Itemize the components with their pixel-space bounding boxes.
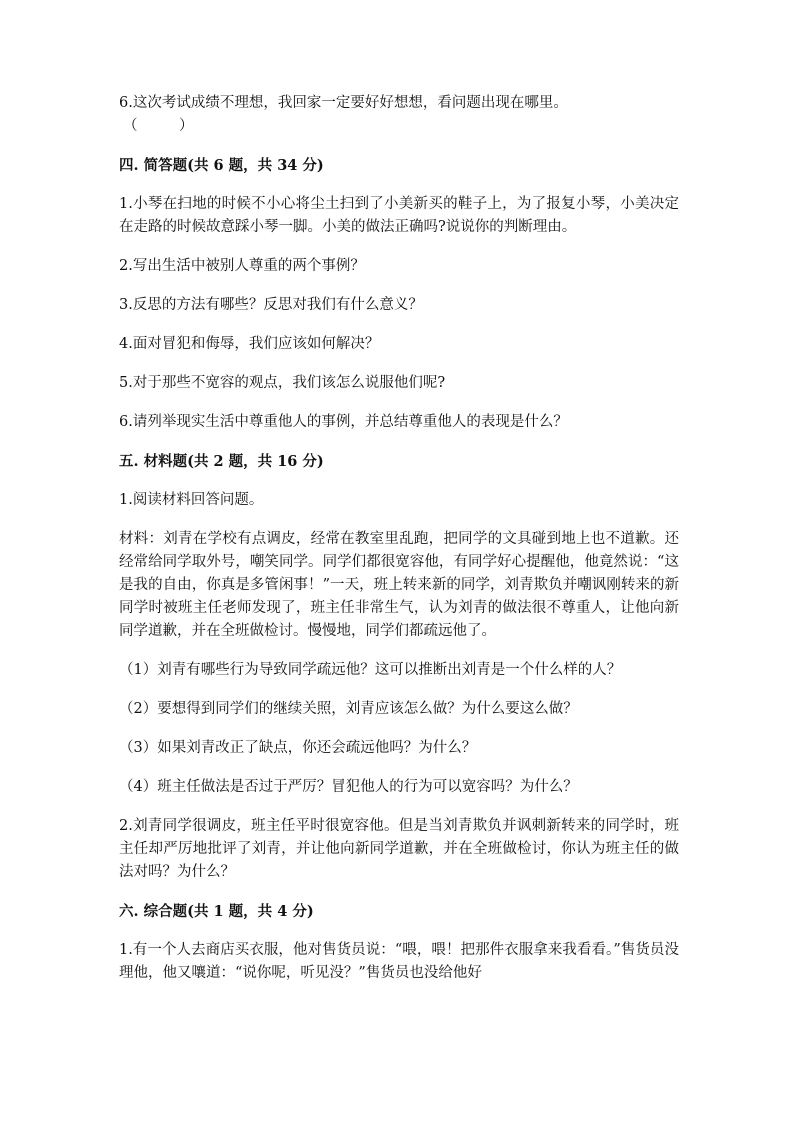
- section-4-question-6: 6.请列举现实生活中尊重他人的事例，并总结尊重他人的表现是什么？: [119, 414, 568, 430]
- section-5-material: 材料：刘青在学校有点调皮，经常在教室里乱跑，把同学的文具碰到地上也不道歉。还经常给同学取外号，嘲笑同学。同学们都很宽容他，有同学好心提醒他，他竟然说：“这是我的自由，你真是多管闲事！”一天，班上转来新的同学，刘青欺负并嘲讽刚转来的新同学时被班主任老师发现了，班主任非常生气，认为刘青的做法很不尊重人，让他向新同学道歉，并在全班做检讨。慢慢地，同学们都疏远他了。: [119, 531, 679, 639]
- section-5-heading: 五. 材料题(共 2 题，共 16 分): [119, 453, 324, 470]
- section-4-heading: 四. 简答题(共 6 题，共 34 分): [119, 157, 324, 174]
- section-6-heading: 六. 综合题(共 1 题，共 4 分): [119, 903, 314, 920]
- section-5-question-1-title: 1.阅读材料回答问题。: [119, 492, 264, 508]
- section-6-question-1: 1.有一个人去商店买衣服，他对售货员说：“喂，喂！把那件衣服拿来我看看。”售货员没理他，他又嚷道：“说你呢，听见没？”售货员也没给他好: [119, 942, 679, 981]
- section-4-question-2: 2.写出生活中被别人尊重的两个事例？: [119, 258, 365, 274]
- answer-bracket: （ ）: [123, 118, 194, 134]
- section-4-question-1: 1.小琴在扫地的时候不小心将尘土扫到了小美新买的鞋子上，为了报复小琴，小美决定在走路的时候故意踩小琴一脚。小美的做法正确吗?说说你的判断理由。: [119, 196, 679, 235]
- section-4-question-5: 5.对于那些不宽容的观点，我们该怎么说服他们呢?: [119, 375, 446, 391]
- section-5-question-2: 2.刘青同学很调皮，班主任平时很宽容他。但是当刘青欺负并讽刺新转来的同学时，班主任却严厉地批评了刘青，并让他向新同学道歉，并在全班做检讨，你认为班主任的做法对吗？为什么？: [119, 818, 679, 880]
- section-4-question-4: 4.面对冒犯和侮辱，我们应该如何解决？: [119, 336, 380, 352]
- sub-question-2: （2）要想得到同学们的继续关照，刘青应该怎么做？为什么要这么做？: [119, 701, 578, 717]
- sub-question-4: （4）班主任做法是否过于严厉？冒犯他人的行为可以宽容吗？为什么？: [119, 779, 578, 795]
- exam-page: [119, 92, 679, 985]
- sub-question-3: （3）如果刘青改正了缺点，你还会疏远他吗？为什么？: [119, 740, 477, 756]
- question-6-judgement: 6.这次考试成绩不理想，我回家一定要好好想想，看问题出现在哪里。: [119, 95, 568, 111]
- sub-question-1: （1）刘青有哪些行为导致同学疏远他？这可以推断出刘青是一个什么样的人？: [119, 662, 622, 678]
- section-4-question-3: 3.反思的方法有哪些？反思对我们有什么意义？: [119, 297, 423, 313]
